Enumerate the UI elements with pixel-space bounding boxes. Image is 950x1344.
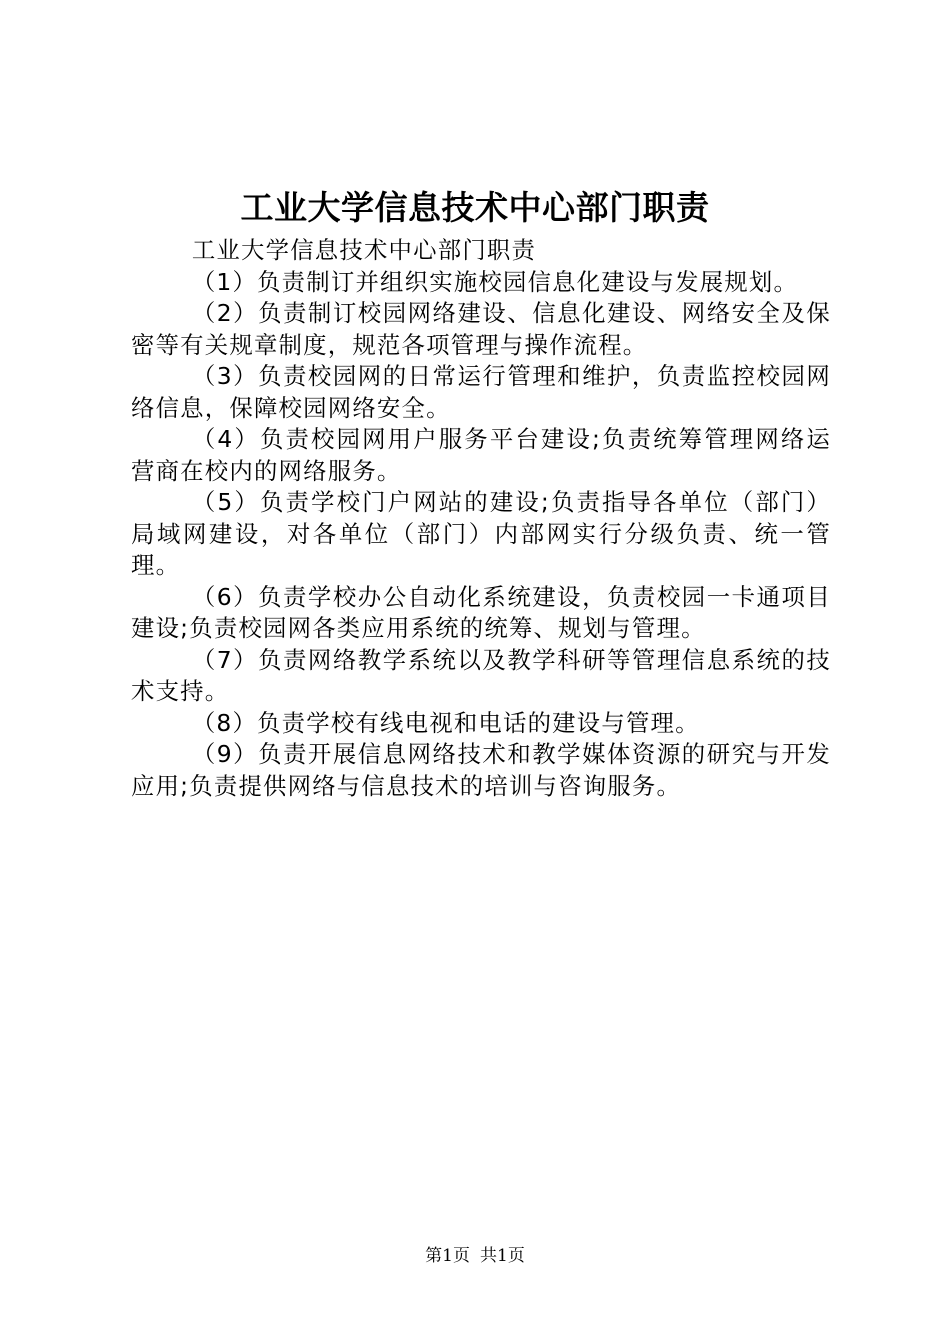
paragraph-item-9: （9）负责开展信息网络技术和教学媒体资源的研究与开发应用;负责提供网络与信息技术的培训与咨询服务。 (131, 740, 831, 800)
paragraph-item-3: （3）负责校园网的日常运行管理和维护，负责监控校园网络信息，保障校园网络安全。 (131, 362, 831, 422)
paragraph-heading: 工业大学信息技术中心部门职责 (191, 236, 537, 264)
paragraph-item-7: （7）负责网络教学系统以及教学科研等管理信息系统的技术支持。 (131, 645, 831, 705)
page-total: 共1页 (480, 1246, 525, 1266)
paragraph-item-6: （6）负责学校办公自动化系统建设，负责校园一卡通项目建设;负责校园网各类应用系统的统筹、规划与管理。 (131, 582, 831, 642)
paragraph-item-8: （8）负责学校有线电视和电话的建设与管理。 (191, 708, 700, 737)
paragraph-item-5: （5）负责学校门户网站的建设;负责指导各单位（部门）局域网建设，对各单位（部门）内部网实行分级负责、统一管理。 (131, 488, 831, 579)
page-footer (0, 1244, 950, 1268)
document-title: 工业大学信息技术中心部门职责 (240, 188, 710, 227)
paragraph-item-2: （2）负责制订校园网络建设、信息化建设、网络安全及保密等有关规章制度，规范各项管理与操作流程。 (131, 299, 831, 359)
paragraph-item-1: （1）负责制订并组织实施校园信息化建设与发展规划。 (191, 267, 799, 296)
paragraph-item-4: （4）负责校园网用户服务平台建设;负责统筹管理网络运营商在校内的网络服务。 (131, 425, 831, 485)
document-body (131, 235, 831, 802)
page-number: 第1页 (425, 1246, 470, 1266)
